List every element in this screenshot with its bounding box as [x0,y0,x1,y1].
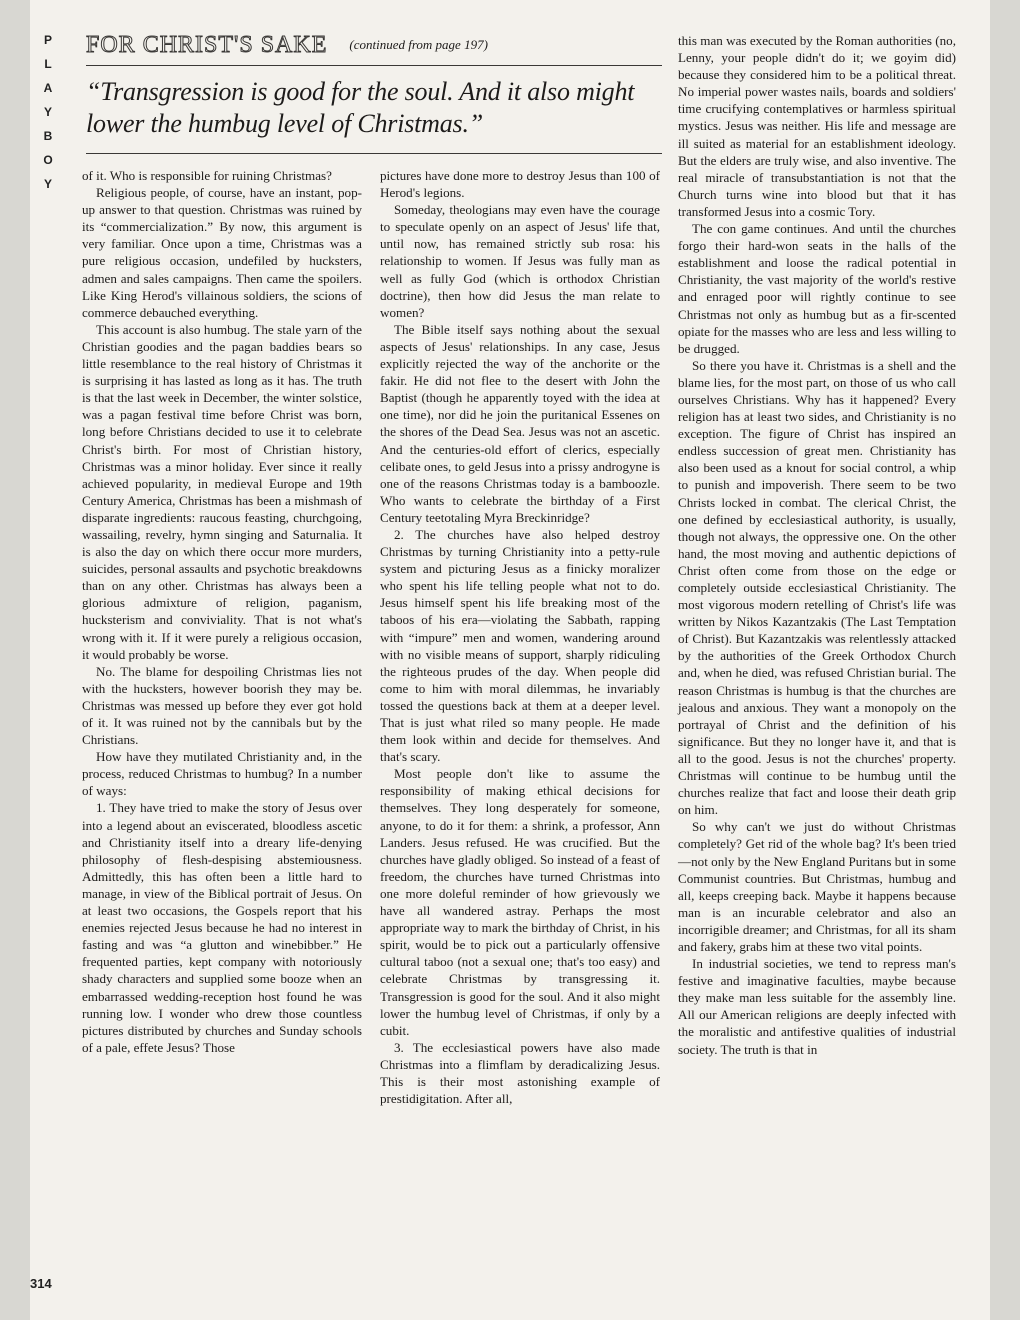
text-column-2 [380,167,660,1107]
magazine-letter: P [43,33,52,47]
article-header [86,32,662,154]
pullquote-rule [86,153,662,154]
paragraph: 3. The ecclesiastical powers have also made Christmas into a flimflam by deradicalizing Jesus. This is their most astonishing example of prestidigitation. After all, [380,1039,660,1107]
paragraph: The Bible itself says nothing about the sexual aspects of Jesus' relationships. In any case, Jesus explicitly rejected the way of the anchorite or the fakir. He did not flee to the desert with John the Baptist (though he apparently toyed with the idea at one time), nor did he join the puritanical Essenes on the shores of the Dead Sea. Jesus was not an ascetic. And the centuries-old effort of clerics, especially celibate ones, to geld Jesus into a prissy androgyne is one of the reasons Christmas today is a bamboozle. Who wants to celebrate the birthday of a First Century teetotaling Myra Breckinridge? [380,321,660,525]
magazine-letter: Y [43,105,52,119]
paragraph: this man was executed by the Roman authorities (no, Lenny, your people didn't do it; we goyim did) because they considered him to be a political threat. No imperial power wastes nails, boards and soldiers' time crucifying contemplatives or harmless spiritual mystics. Jesus was neither. His life and message are ill suited as material for an establishment ideology. But the elders are truly wise, and also inventive. The real miracle of transubstantiation is not that the Church turns wine into blood but that it has transformed Jesus into a cosmic Tory. [678,33,956,219]
paragraph: 1. They have tried to make the story of Jesus over into a legend about an eviscerated, bloodless ascetic and Christianity itself into a dreary life-denying philosophy of flesh-despising abstemiousness. Admittedly, this has often been a little hard to manage, in view of the Biblical portrait of Jesus. On at least two occasions, the Gospels report that his enemies rejected Jesus because he had no interest in fasting and was “a glutton and winebibber.” He frequented parties, kept company with notoriously shady characters and supplied some booze when an embarrassed wedding-reception host found he was running low. I wonder who drew those countless pictures distributed by churches and Sunday schools of a pale, effete Jesus? Those [82,800,362,1055]
text-column-1 [82,167,362,1056]
paragraph: How have they mutilated Christianity and, in the process, reduced Christmas to humbug? In a number of ways: [82,749,362,799]
header-rule [86,65,662,66]
magazine-letter: B [43,129,53,143]
paragraph: This account is also humbug. The stale yarn of the Christian goodies and the pagan baddies bears so little resemblance to the real history of Christmas it is surprising it has lasted as long as it has. The truth is that the last week in December, the winter solstice, was a pagan festival time before Christ was born, long before Christians decided to use it to celebrate Christ's birth. For most of Christian history, Christmas was a minor holiday. Ever since it really achieved popularity, in medieval Europe and 19th Century America, Christmas has been a mishmash of disparate ingredients: raucous feasting, churchgoing, wassailing, revelry, hymn singing and Saturnalia. It is also the day on which there occur more murders, suicides, personal assaults and psychotic breakdowns than on any other. Christmas has always been a glorious admixture of religion, paganism, hucksterism and conviviality. That is not what's wrong with it. If it were purely a religious occasion, it would probably be worse. [82,321,362,662]
magazine-letter: L [44,57,52,71]
paragraph: The con game continues. And until the churches forgo their hard-won seats in the halls of the establishment and loose the radical potential in Christianity, the vast majority of the world's restive and enraged poor will rightly continue to see Christmas not only as humbug but as a fir-scented opiate for the masses who are less and less willing to be drugged. [678,221,956,356]
paragraph: of it. Who is responsible for ruining Christmas? [82,168,332,183]
magazine-name-vertical [40,28,56,196]
magazine-letter: Y [43,177,52,191]
paragraph: pictures have done more to destroy Jesus than 100 of Herod's legions. [380,168,660,201]
page-number: 314 [30,1276,52,1291]
paragraph: No. The blame for despoiling Christmas lies not with the hucksters, however boorish they may be. Christmas was messed up before they ever got hold of it. It was ruined not by the cannibals but by the Christians. [82,663,362,748]
paragraph: So why can't we just do without Christmas completely? Get rid of the whole bag? It's been tried—not only by the New England Puritans but in some Communist countries. But Christmas, humbug and all, keeps creeping back. Maybe it happens because man is an incurable celebrator and also an incorrigible dreamer; and Christmas, for all its sham and fakery, grabs him at these two vital points. [678,819,956,954]
magazine-letter: A [43,81,53,95]
paragraph: So there you have it. Christmas is a shell and the blame lies, for the most part, on those of us who call ourselves Christians. Why has it happened? Every religion has at least two sides, and Christianity is no exception. The figure of Christ has inspired an endless succession of great men. Christianity has also been used as a knout for social control, a whip to punish and impoverish. There seem to be two Christs locked in combat. The clerical Christ, the one defined by ecclesiastical authority, is usually, though not always, the oppressive one. On the other hand, the most moving and authentic depictions of Christ often come from those on the edge or completely outside ecclesiastical Christianity. The most vigorous modern retelling of Christ's life was written by Nikos Kazantzakis (The Last Temptation of Christ). But Kazantzakis was relentlessly attacked by the authorities of the Greek Orthodox Church and, when he died, was refused Christian burial. The reason Christmas is humbug is that the churches are jealous and anxious. They want a monopoly on the portrayal of Christ and the definition of his significance. But they no longer have it, and that is all to the good. Jesus is not the churches' property. Christmas will continue to be humbug until the churches realize that fact and loose their death grip on him. [678,357,956,818]
paragraph: In industrial societies, we tend to repress man's festive and imaginative faculties, maybe because they make man less suitable for the assembly line. All our American religions are deeply infected with the moralistic and antifestive qualities of industrial society. The truth is that in [678,956,956,1057]
column-title: FOR CHRIST'S SAKE [86,32,328,58]
paragraph: Religious people, of course, have an instant, pop-up answer to that question. Christmas was ruined by its “commercialization.” By now, this argument is very familiar. Once upon a time, Christmas was a pure religious occasion, undefiled by hucksters, admen and sales campaigns. Then came the spoilers. Like King Herod's villainous soldiers, the scions of commerce debauched everything. [82,185,362,320]
paragraph: Most people don't like to assume the responsibility of making ethical decisions for themselves. They long desperately for someone, anyone, to do it for them: a shrink, a professor, Ann Landers. Jesus refused. He was crucified. But the churches have gladly obliged. So instead of a feast of freedom, the churches have turned Christmas into one more doleful reminder of how grievously we have all wandered astray. Perhaps the most appropriate way to mark the birthday of Christ, in his spirit, would be to pick out a particularly offensive cultural taboo (not a sexual one; that's too easy) and celebrate Christmas by transgressing it. Transgression is good for the soul. And it also might lower the humbug level of Christmas, if only by a cubit. [380,766,660,1038]
pull-quote: “Transgression is good for the soul. And it also might lower the humbug level of Christmas.” [86,77,635,138]
magazine-letter: O [43,153,53,167]
text-column-3 [678,32,956,1058]
paragraph: Someday, theologians may even have the courage to speculate openly on an aspect of Jesus' life that, until now, has remained strictly sub rosa: his relationship to women. If Jesus was fully man as well as fully God (which is orthodox Christian doctrine), then how did Jesus the man relate to women? [380,202,660,320]
paragraph: 2. The churches have also helped destroy Christmas by turning Christianity into a petty-rule system and picturing Jesus as a finicky moralizer who spent his life telling people what not to do. Jesus himself spent his life breaking most of the taboos of his era—violating the Sabbath, rapping with “impure” men and women, wandering around with no visible means of support, sharply ridiculing the righteous prudes of the day. When people did come to him with moral dilemmas, he invariably tossed the questions back at them at a deeper level. That is just what riled so many people. He made them look within and decide for themselves. And that's scary. [380,526,660,765]
continued-note: (continued from page 197) [349,37,488,52]
